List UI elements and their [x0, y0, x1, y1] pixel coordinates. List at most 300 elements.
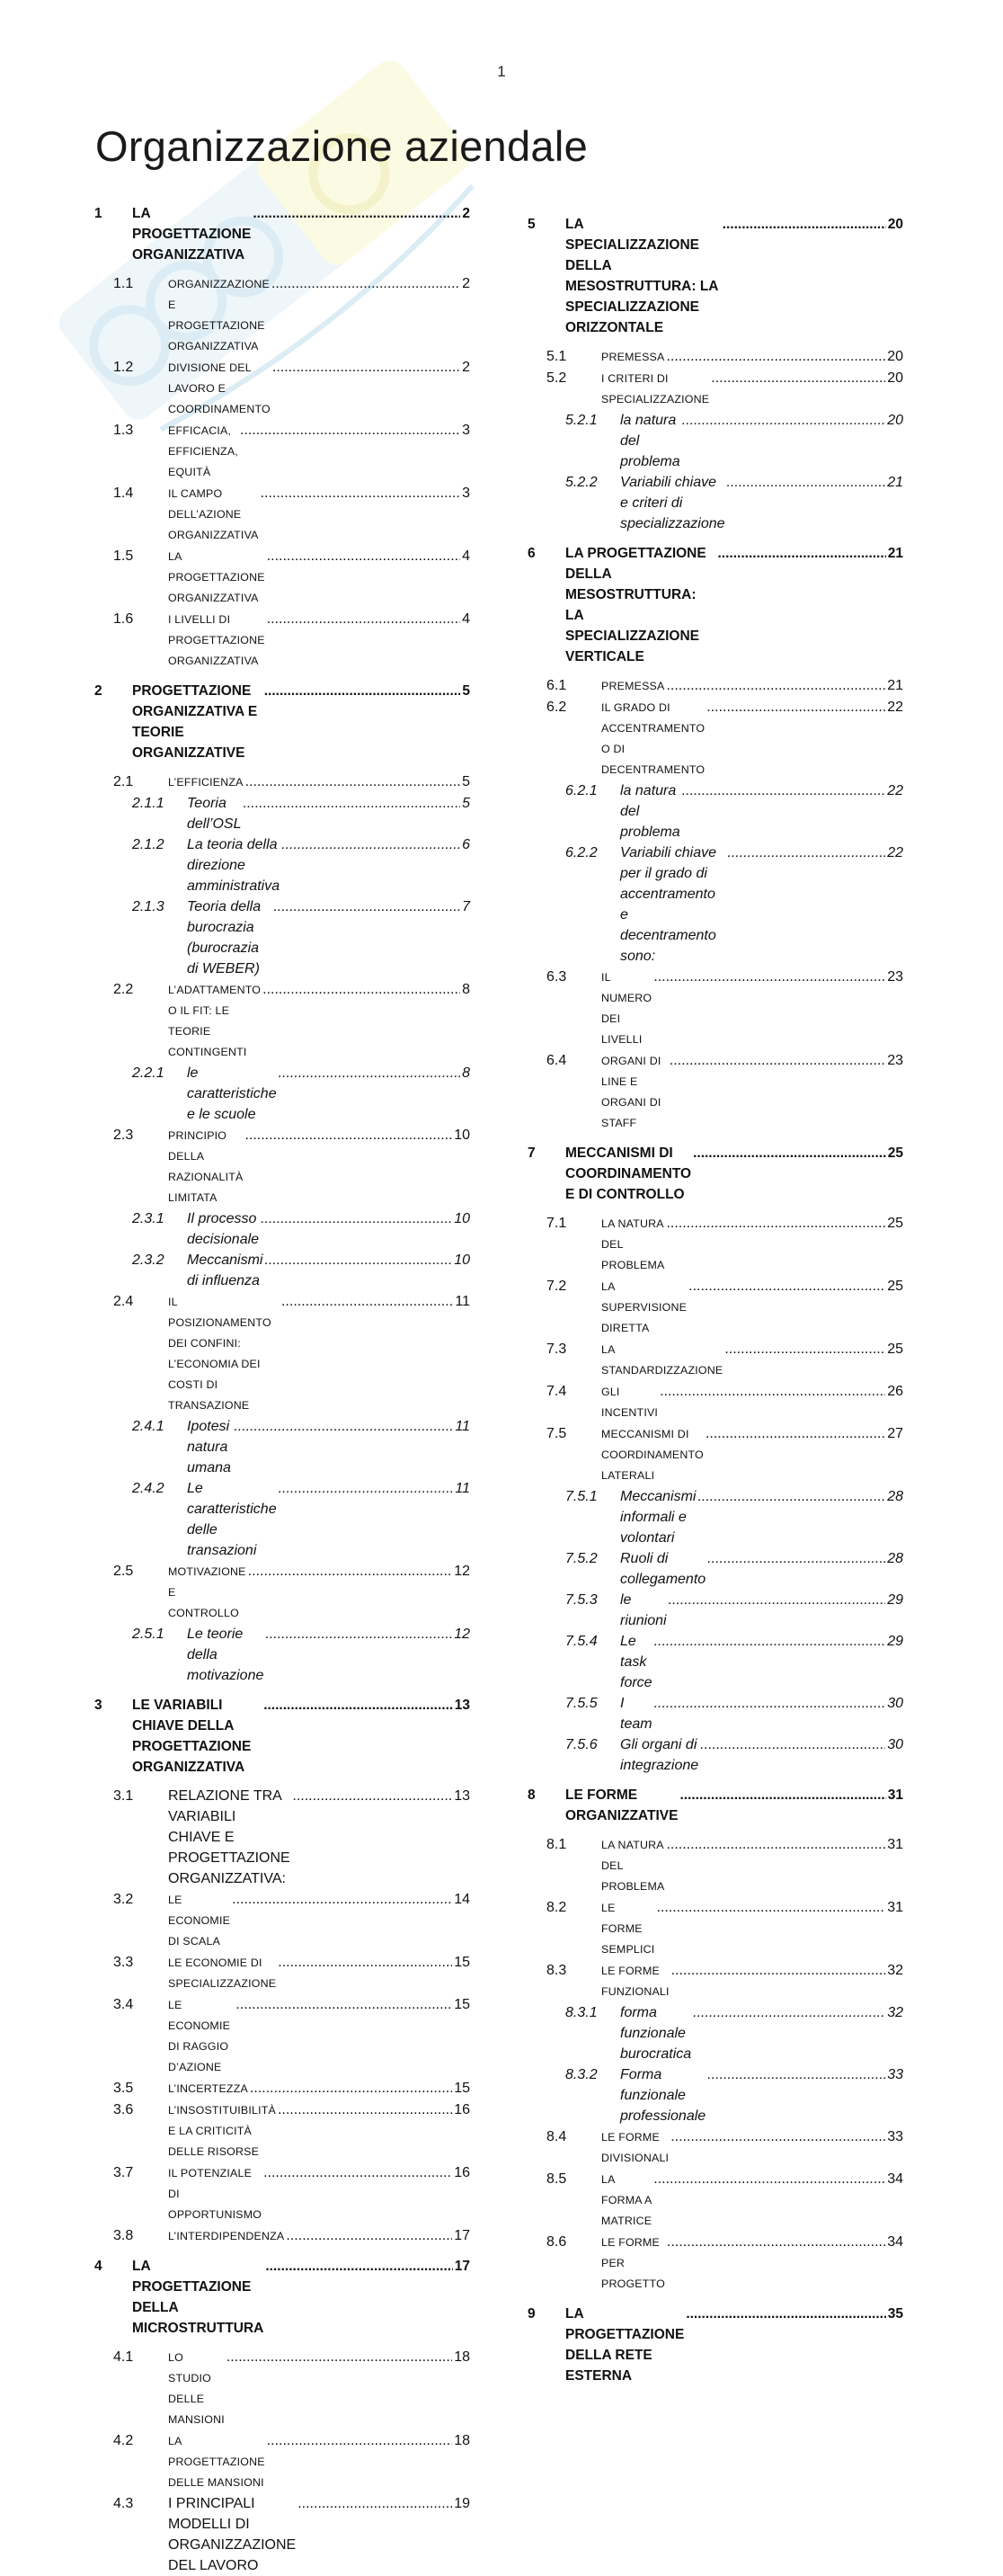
toc-entry-title: LO STUDIO DELLE MANSIONI	[168, 2351, 225, 2426]
toc-entry-4-3[interactable]	[94, 2493, 470, 2576]
toc-entry-2-1-2[interactable]	[94, 834, 470, 896]
toc-leader-dots	[267, 2430, 453, 2451]
toc-leader-dots	[666, 1213, 885, 1234]
toc-entry-page: 21	[887, 475, 903, 490]
toc-entry-6-2-1[interactable]	[528, 780, 903, 842]
toc-leader-dots	[656, 1897, 885, 1918]
toc-entry-number: 7.2	[546, 1279, 567, 1294]
toc-entry-8-3-2[interactable]	[528, 2064, 903, 2126]
toc-entry-page: 8	[462, 1065, 470, 1081]
toc-entry-page: 3	[462, 423, 470, 438]
toc-entry-title: Le task force	[620, 1634, 652, 1690]
toc-entry-7-5-6[interactable]	[528, 1734, 903, 1776]
toc-leader-dots	[262, 979, 460, 1000]
toc-leader-dots	[718, 543, 886, 564]
toc-entry-page: 6	[462, 837, 470, 852]
toc-entry-number: 3.6	[113, 2102, 134, 2117]
toc-entry-page: 31	[887, 1787, 903, 1803]
toc-entry-title: I LIVELLI DI PROGETTAZIONE ORGANIZZATIVA	[168, 613, 265, 667]
toc-entry-number: 8.6	[546, 2234, 567, 2250]
toc-entry-page: 2	[462, 360, 470, 375]
toc-entry-8-2[interactable]	[528, 1897, 903, 1960]
toc-entry-title: PREMESSA	[601, 351, 665, 363]
toc-entry-title-wrap	[168, 2430, 470, 2493]
toc-entry-page: 16	[454, 2102, 470, 2117]
toc-entry-3-1[interactable]	[94, 1786, 470, 1889]
toc-entry-title-wrap	[601, 1423, 903, 1486]
toc-entry-title-wrap	[168, 2078, 470, 2099]
toc-leader-dots	[297, 2493, 452, 2514]
toc-leader-dots	[264, 1250, 452, 1270]
toc-entry-7-5-1[interactable]	[528, 1486, 903, 1548]
toc-entry-title-wrap	[565, 2304, 903, 2386]
toc-entry-title: Ruoli di collegamento	[620, 1551, 706, 1587]
toc-entry-title: LA SPECIALIZZAZIONE DELLA MESOSTRUTTURA: LA SPECIALIZZAZIONE ORIZZONTALE	[565, 217, 718, 335]
toc-leader-dots	[261, 483, 461, 504]
toc-entry-4-2[interactable]	[94, 2430, 470, 2493]
toc-entry-number: 8.2	[546, 1900, 567, 1915]
toc-entry-title: LE FORME FUNZIONALI	[601, 1965, 670, 1998]
toc-entry-page: 21	[887, 546, 903, 561]
toc-entry-page: 2	[462, 276, 470, 291]
toc-leader-dots	[666, 675, 885, 696]
toc-entry-4[interactable]	[94, 2256, 470, 2339]
toc-entry-title: LE VARIABILI CHIAVE DELLA PROGETTAZIONE ORGANIZZATIVA	[132, 1698, 252, 1775]
toc-entry-title-wrap	[187, 896, 470, 979]
toc-entry-title: L’EFFICIENZA	[168, 776, 244, 789]
toc-entry-2-5[interactable]	[94, 1561, 470, 1624]
toc-entry-7-5-4[interactable]	[528, 1631, 903, 1693]
toc-entry-title: Il processo decisionale	[187, 1211, 260, 1247]
toc-entry-title-wrap	[187, 1416, 470, 1478]
toc-entry-title: Gli organi di integrazione	[620, 1737, 699, 1773]
toc-entry-title: LA FORMA A MATRICE	[601, 2173, 652, 2227]
toc-entry-number: 9	[528, 2306, 536, 2322]
toc-entry-2-3-2[interactable]	[94, 1250, 470, 1291]
toc-entry-title-wrap	[601, 346, 903, 368]
toc-leader-dots	[723, 214, 886, 235]
toc-entry-title: L’INTERDIPENDENZA	[168, 2230, 285, 2242]
toc-leader-dots	[670, 1050, 885, 1071]
toc-entry-5[interactable]	[528, 214, 903, 338]
toc-entry-6[interactable]	[528, 543, 903, 667]
toc-entry-number: 1.1	[113, 276, 134, 291]
toc-entry-title-wrap	[187, 1624, 470, 1686]
toc-entry-page: 30	[887, 1696, 903, 1711]
toc-entry-8-5[interactable]	[528, 2169, 903, 2232]
toc-leader-dots	[245, 771, 460, 792]
toc-entry-title-wrap	[187, 1250, 470, 1291]
toc-entry-7-5[interactable]	[528, 1423, 903, 1486]
toc-entry-3-2[interactable]	[94, 1889, 470, 1952]
toc-entry-number: 8.5	[546, 2171, 567, 2187]
toc-entry-title-wrap	[168, 273, 470, 357]
toc-entry-5-2-2[interactable]	[528, 472, 903, 534]
toc-entry-number: 2.4.1	[132, 1419, 164, 1434]
toc-entry-title-wrap	[620, 1486, 903, 1548]
toc-entry-title: LE FORME ORGANIZZATIVE	[565, 1787, 679, 1823]
toc-leader-dots	[292, 1786, 452, 1806]
toc-entry-number: 2.1.1	[132, 796, 164, 811]
toc-entry-number: 7.1	[546, 1216, 567, 1231]
toc-entry-page: 16	[454, 2165, 470, 2180]
toc-entry-6-4[interactable]	[528, 1050, 903, 1134]
toc-entry-title: LE FORME SEMPLICI	[601, 1902, 655, 1956]
toc-entry-page: 33	[887, 2067, 903, 2082]
toc-entry-title: PREMESSA	[601, 680, 665, 692]
toc-leader-dots	[234, 1416, 453, 1437]
toc-entry-number: 1.4	[113, 486, 134, 501]
toc-leader-dots	[682, 410, 886, 431]
toc-entry-title-wrap	[620, 2002, 903, 2064]
toc-entry-title: LA NATURA DEL PROBLEMA	[601, 1839, 665, 1893]
toc-entry-8-1[interactable]	[528, 1834, 903, 1897]
toc-entry-title-wrap	[565, 214, 903, 338]
toc-leader-dots	[267, 546, 460, 566]
toc-leader-dots	[688, 1276, 885, 1297]
toc-entry-title: L’ADATTAMENTO O IL FIT: LE TEORIE CONTINGENTI	[168, 984, 262, 1058]
toc-entry-8[interactable]	[528, 1785, 903, 1826]
toc-leader-dots	[670, 2126, 885, 2147]
toc-leader-dots	[244, 1125, 452, 1145]
toc-entry-number: 1.5	[113, 548, 134, 564]
toc-leader-dots	[653, 967, 885, 987]
toc-entry-page: 31	[887, 1900, 903, 1915]
toc-entry-number: 2.3.1	[132, 1211, 164, 1226]
toc-entry-1-1[interactable]	[94, 273, 470, 357]
toc-entry-title: Meccanismi di influenza	[187, 1252, 263, 1288]
toc-entry-6-1[interactable]	[528, 675, 903, 697]
toc-entry-7-4[interactable]	[528, 1381, 903, 1423]
toc-leader-dots	[273, 896, 460, 917]
toc-leader-dots	[666, 1834, 885, 1855]
toc-entry-title-wrap	[187, 1478, 470, 1561]
toc-entry-2-4-2[interactable]	[94, 1478, 470, 1561]
toc-entry-6-2[interactable]	[528, 697, 903, 780]
toc-entry-title-wrap	[601, 368, 903, 410]
toc-entry-title-wrap	[601, 1276, 903, 1339]
toc-entry-title-wrap	[168, 2347, 470, 2430]
toc-entry-7-3[interactable]	[528, 1339, 903, 1381]
toc-entry-title: LA PROGETTAZIONE ORGANIZZATIVA	[132, 206, 252, 263]
toc-entry-page: 22	[887, 783, 903, 798]
toc-entry-page: 26	[887, 1384, 903, 1399]
toc-entry-title: Variabili chiave per il grado di accentramento e decentramento sono:	[620, 845, 717, 964]
toc-entry-1-4[interactable]	[94, 483, 470, 546]
toc-leader-dots	[727, 472, 886, 493]
toc-entry-2-1-1[interactable]	[94, 793, 470, 834]
toc-entry-page: 30	[887, 1737, 903, 1752]
toc-leader-dots	[226, 2347, 452, 2367]
toc-entry-title-wrap	[132, 681, 470, 763]
toc-leader-dots	[264, 681, 461, 701]
toc-entry-title: le caratteristiche e le scuole	[187, 1065, 277, 1122]
toc-entry-2-4[interactable]	[94, 1291, 470, 1416]
toc-leader-dots	[707, 2064, 885, 2085]
toc-entry-8-4[interactable]	[528, 2126, 903, 2169]
toc-entry-number: 7.5	[546, 1426, 567, 1441]
toc-entry-number: 7.5.4	[565, 1634, 598, 1649]
toc-entry-2-2-1[interactable]	[94, 1063, 470, 1125]
toc-entry-3-6[interactable]	[94, 2099, 470, 2162]
toc-entry-number: 7.4	[546, 1384, 567, 1399]
page-number: 1	[497, 63, 506, 80]
toc-entry-title-wrap	[601, 1897, 903, 1960]
toc-entry-title-wrap	[187, 1063, 470, 1125]
toc-entry-number: 6.3	[546, 969, 567, 985]
toc-entry-page: 25	[887, 1216, 903, 1231]
document-title: Organizzazione aziendale	[95, 122, 589, 170]
toc-entry-3-7[interactable]	[94, 2162, 470, 2225]
toc-entry-page: 13	[454, 1698, 470, 1713]
toc-leader-dots	[724, 1339, 885, 1359]
toc-entry-page: 22	[887, 700, 903, 715]
toc-leader-dots	[654, 1693, 886, 1714]
toc-entry-title-wrap	[187, 834, 470, 896]
toc-left-column	[94, 203, 470, 2576]
toc-entry-number: 6	[528, 546, 536, 561]
toc-entry-title: EFFICACIA, EFFICIENZA, EQUITÀ	[168, 424, 238, 478]
toc-entry-1-5[interactable]	[94, 546, 470, 609]
toc-entry-number: 2.2	[113, 982, 134, 997]
toc-leader-dots	[682, 780, 886, 801]
toc-entry-title-wrap	[168, 483, 470, 546]
toc-entry-number: 5	[528, 217, 536, 232]
toc-entry-number: 2.2.1	[132, 1065, 164, 1081]
toc-entry-title: MECCANISMI DI COORDINAMENTO LATERALI	[601, 1428, 704, 1482]
toc-leader-dots	[706, 1423, 885, 1444]
toc-entry-number: 3.7	[113, 2165, 134, 2180]
toc-leader-dots	[654, 1631, 886, 1652]
toc-entry-page: 5	[462, 774, 470, 789]
toc-entry-page: 34	[887, 2171, 903, 2187]
toc-entry-7-5-3[interactable]	[528, 1590, 903, 1631]
toc-entry-number: 8.4	[546, 2129, 567, 2144]
toc-entry-page: 33	[887, 2129, 903, 2144]
toc-entry-8-6[interactable]	[528, 2232, 903, 2295]
toc-entry-number: 3.5	[113, 2081, 134, 2096]
toc-entry-6-2-2[interactable]	[528, 842, 903, 967]
toc-entry-page: 23	[887, 1053, 903, 1068]
toc-entry-title: LE ECONOMIE DI SPECIALIZZAZIONE	[168, 1957, 277, 1990]
toc-entry-number: 3.2	[113, 1892, 134, 1907]
toc-entry-page: 5	[462, 796, 470, 811]
toc-entry-number: 6.4	[546, 1053, 567, 1068]
toc-leader-dots	[240, 420, 460, 441]
toc-entry-page: 25	[887, 1341, 903, 1357]
toc-leader-dots	[250, 2078, 452, 2099]
toc-entry-5-1[interactable]	[528, 346, 903, 368]
toc-entry-title: la natura del problema	[620, 783, 680, 840]
toc-entry-7-5-5[interactable]	[528, 1693, 903, 1734]
toc-entry-title-wrap	[187, 1208, 470, 1250]
toc-entry-title-wrap	[132, 2256, 470, 2339]
toc-entry-number: 3.1	[113, 1788, 134, 1804]
toc-entry-page: 29	[887, 1634, 903, 1649]
toc-entry-title-wrap	[601, 697, 903, 780]
toc-entry-2-2[interactable]	[94, 979, 470, 1063]
toc-entry-title: MOTIVAZIONE E CONTROLLO	[168, 1565, 246, 1619]
toc-entry-2-5-1[interactable]	[94, 1624, 470, 1686]
toc-entry-4-1[interactable]	[94, 2347, 470, 2430]
toc-leader-dots	[666, 346, 885, 367]
toc-entry-number: 6.2	[546, 700, 567, 715]
toc-entry-title-wrap	[168, 420, 470, 483]
toc-entry-page: 5	[462, 683, 470, 699]
toc-leader-dots	[271, 273, 460, 294]
toc-leader-dots	[660, 1381, 885, 1402]
toc-entry-title: LE ECONOMIE DI RAGGIO D’AZIONE	[168, 1999, 231, 2073]
toc-entry-page: 18	[454, 2349, 470, 2365]
toc-entry-title: Meccanismi informali e volontari	[620, 1489, 697, 1546]
toc-entry-title-wrap	[168, 979, 470, 1063]
toc-entry-title-wrap	[601, 2126, 903, 2169]
toc-leader-dots	[279, 1478, 454, 1499]
toc-entry-title-wrap	[601, 967, 903, 1050]
toc-entry-page: 17	[454, 2259, 470, 2274]
toc-entry-number: 4.3	[113, 2496, 134, 2511]
toc-entry-7[interactable]	[528, 1143, 903, 1205]
toc-entry-number: 3	[94, 1698, 102, 1713]
toc-entry-number: 7	[528, 1145, 536, 1161]
toc-entry-2-3[interactable]	[94, 1125, 470, 1208]
toc-entry-number: 8.3.1	[565, 2005, 598, 2020]
toc-entry-3-3[interactable]	[94, 1952, 470, 1994]
toc-leader-dots	[707, 1548, 885, 1569]
toc-entry-title-wrap	[168, 2225, 470, 2247]
toc-entry-1-2[interactable]	[94, 357, 470, 420]
toc-leader-dots	[669, 1590, 886, 1610]
toc-entry-number: 2.3	[113, 1128, 134, 1143]
toc-entry-title: Teoria dell’OSL	[187, 796, 242, 832]
toc-leader-dots	[711, 368, 885, 388]
toc-entry-2-1-3[interactable]	[94, 896, 470, 979]
toc-entry-title-wrap	[565, 543, 903, 667]
toc-entry-title-wrap	[565, 1143, 903, 1205]
toc-entry-5-2-1[interactable]	[528, 410, 903, 472]
toc-entry-title-wrap	[168, 609, 470, 672]
toc-entry-title: la natura del problema	[620, 413, 680, 469]
toc-entry-2-1[interactable]	[94, 771, 470, 793]
toc-entry-8-3-1[interactable]	[528, 2002, 903, 2064]
toc-entry-1[interactable]	[94, 203, 470, 265]
toc-leader-dots	[235, 1994, 452, 2015]
toc-entry-3-4[interactable]	[94, 1994, 470, 2078]
toc-leader-dots	[693, 2002, 885, 2023]
toc-entry-page: 3	[462, 486, 470, 501]
toc-entry-page: 12	[454, 1564, 470, 1579]
toc-entry-title: L’INCERTEZZA	[168, 2082, 248, 2095]
toc-entry-title-wrap	[168, 2493, 470, 2576]
toc-entry-number: 7.5.3	[565, 1592, 598, 1608]
toc-leader-dots	[279, 1063, 461, 1083]
toc-entry-page: 2	[462, 206, 470, 221]
toc-entry-3-8[interactable]	[94, 2225, 470, 2247]
toc-leader-dots	[265, 1624, 452, 1645]
toc-entry-number: 6.2.2	[565, 845, 598, 860]
toc-entry-page: 17	[454, 2228, 470, 2243]
toc-entry-number: 4.1	[113, 2349, 134, 2365]
toc-entry-number: 7.5.1	[565, 1489, 598, 1504]
toc-entry-title: RELAZIONE TRA VARIABILI CHIAVE E PROGETTAZIONE ORGANIZZATIVA:	[168, 1788, 290, 1886]
toc-entry-page: 20	[887, 413, 903, 428]
toc-leader-dots	[653, 2169, 885, 2189]
toc-leader-dots	[679, 1785, 885, 1805]
toc-entry-page: 15	[454, 1997, 470, 2012]
toc-entry-3[interactable]	[94, 1695, 470, 1778]
toc-entry-title: LE FORME PER PROGETTO	[601, 2236, 665, 2290]
toc-entry-title-wrap	[601, 2169, 903, 2232]
toc-entry-title-wrap	[601, 2232, 903, 2295]
toc-entry-title: Ipotesi natura umana	[187, 1419, 231, 1475]
toc-entry-number: 3.3	[113, 1955, 134, 1970]
toc-entry-title-wrap	[620, 472, 903, 534]
toc-entry-page: 29	[887, 1592, 903, 1608]
toc-entry-page: 10	[454, 1128, 470, 1143]
toc-entry-number: 1	[94, 206, 102, 221]
toc-entry-title-wrap	[620, 780, 903, 842]
toc-entry-title-wrap	[168, 357, 470, 420]
toc-entry-page: 20	[887, 217, 903, 232]
toc-entry-number: 2	[94, 683, 102, 699]
toc-entry-title: IL POTENZIALE DI OPPORTUNISMO	[168, 2167, 262, 2221]
toc-entry-1-6[interactable]	[94, 609, 470, 672]
toc-entry-title-wrap	[168, 1889, 470, 1952]
toc-entry-title-wrap	[620, 842, 903, 967]
toc-leader-dots	[671, 1960, 886, 1981]
toc-entry-title: PRINCIPIO DELLA RAZIONALITÀ LIMITATA	[168, 1129, 244, 1204]
toc-right-column	[528, 214, 903, 2394]
toc-entry-page: 14	[454, 1892, 470, 1907]
toc-entry-1-3[interactable]	[94, 420, 470, 483]
toc-entry-number: 2.1.2	[132, 837, 164, 852]
toc-entry-title: IL GRADO DI ACCENTRAMENTO O DI DECENTRAMENTO	[601, 701, 706, 776]
toc-entry-page: 18	[454, 2433, 470, 2448]
toc-entry-title-wrap	[601, 1834, 903, 1897]
toc-leader-dots	[697, 1486, 885, 1507]
toc-entry-7-5-2[interactable]	[528, 1548, 903, 1590]
toc-leader-dots	[706, 697, 885, 718]
toc-entry-number: 5.2	[546, 370, 567, 386]
toc-leader-dots	[243, 793, 460, 814]
toc-entry-title-wrap	[168, 1561, 470, 1624]
toc-entry-number: 2.5.1	[132, 1627, 164, 1642]
toc-entry-page: 27	[887, 1426, 903, 1441]
toc-entry-title: LE FORME DIVISIONALI	[601, 2131, 670, 2164]
toc-leader-dots	[281, 834, 460, 855]
toc-entry-7-1[interactable]	[528, 1213, 903, 1276]
toc-entry-2-3-1[interactable]	[94, 1208, 470, 1250]
toc-entry-title-wrap	[620, 1548, 903, 1590]
toc-entry-5-2[interactable]	[528, 368, 903, 410]
toc-leader-dots	[686, 2304, 885, 2324]
toc-entry-6-3[interactable]	[528, 967, 903, 1050]
toc-entry-2[interactable]	[94, 681, 470, 763]
toc-entry-title-wrap	[132, 1695, 470, 1778]
toc-entry-title: La teoria della direzione amministrativa	[187, 837, 280, 894]
toc-entry-8-3[interactable]	[528, 1960, 903, 2002]
toc-entry-number: 2.3.2	[132, 1252, 164, 1268]
toc-entry-3-5[interactable]	[94, 2078, 470, 2099]
toc-entry-9[interactable]	[528, 2304, 903, 2386]
toc-entry-2-4-1[interactable]	[94, 1416, 470, 1478]
toc-entry-7-2[interactable]	[528, 1276, 903, 1339]
toc-entry-number: 1.3	[113, 423, 134, 438]
toc-entry-page: 12	[454, 1627, 470, 1642]
toc-entry-page: 25	[887, 1279, 903, 1294]
toc-entry-title-wrap	[601, 675, 903, 697]
toc-leader-dots	[261, 1208, 452, 1229]
